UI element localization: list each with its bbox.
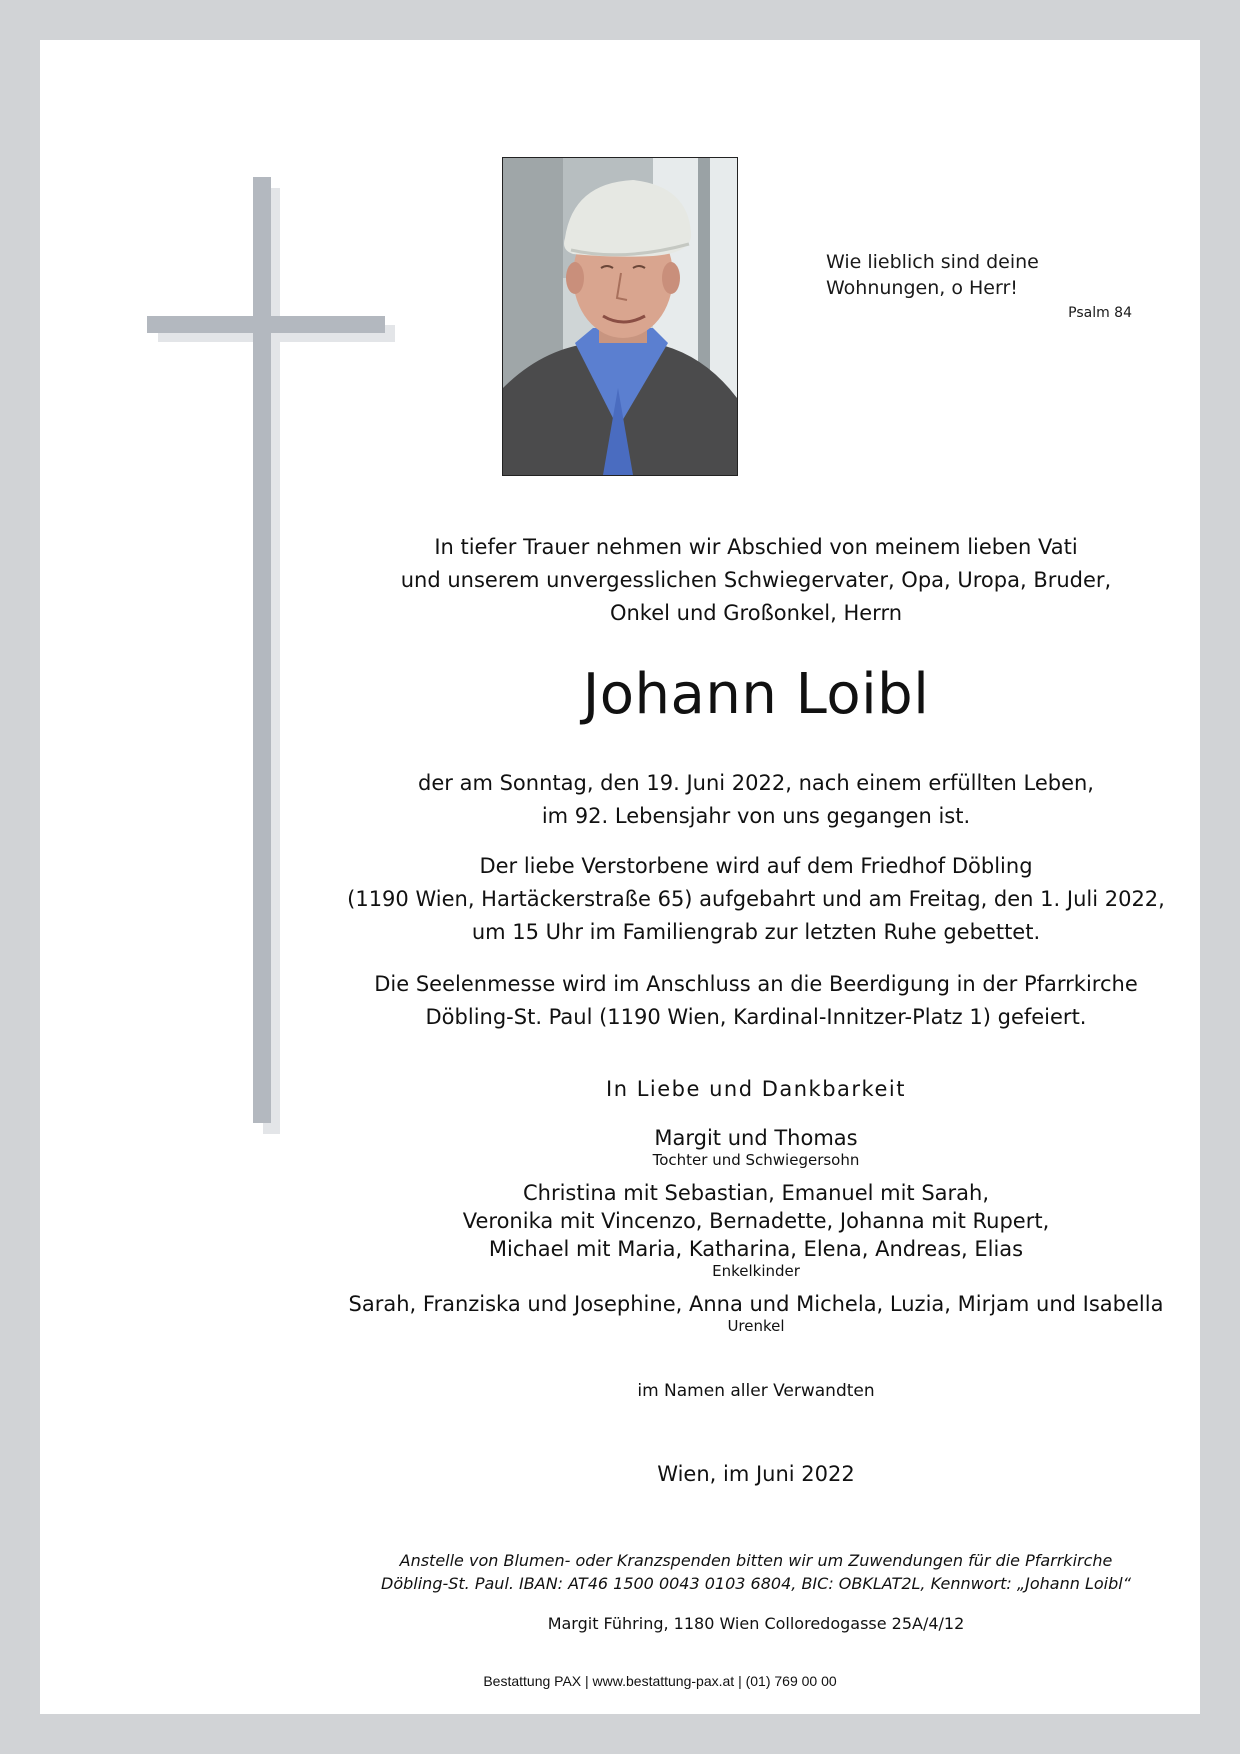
intro-text [340, 531, 1172, 630]
family-names: Margit und Thomas [654, 1126, 858, 1150]
family-names: Michael mit Maria, Katharina, Elena, Andreas, Elias [488, 1237, 1024, 1261]
family-names: Sarah, Franziska und Josephine, Anna und Michela, Luzia, Mirjam und Isabella [348, 1292, 1164, 1316]
contact-address: Margit Führing, 1180 Wien Colloredogasse 25A/4/12 [547, 1614, 965, 1633]
relatives-note: im Namen aller Verwandten [637, 1381, 875, 1401]
funeral-info-line: um 15 Uhr im Familiengrab zur letzten Ruhe gebettet. [471, 920, 1041, 944]
intro-line: In tiefer Trauer nehmen wir Abschied von meinem lieben Vati [434, 535, 1078, 559]
thanks-heading: In Liebe und Dankbarkeit [606, 1077, 906, 1101]
family-names: Christina mit Sebastian, Emanuel mit Sarah, [522, 1181, 990, 1205]
family-relation: Enkelkinder [712, 1262, 800, 1280]
psalm-reference: Psalm 84 [1068, 305, 1132, 321]
death-notice [340, 767, 1172, 833]
funeral-home-footer: Bestattung PAX | www.bestattung-pax.at | (01) 769 00 00 [483, 1673, 837, 1689]
intro-line: Onkel und Großonkel, Herrn [609, 601, 903, 625]
dateline: Wien, im Juni 2022 [657, 1462, 855, 1486]
psalm-quote [826, 249, 1132, 321]
intro-line: und unserem unvergesslichen Schwiegervater, Opa, Uropa, Bruder, [400, 568, 1112, 592]
funeral-info-line: (1190 Wien, Hartäckerstraße 65) aufgebahrt und am Freitag, den 1. Juli 2022, [347, 887, 1165, 911]
mass-info-line: Döbling-St. Paul (1190 Wien, Kardinal-Innitzer-Platz 1) gefeiert. [425, 1005, 1087, 1029]
psalm-text: Wie lieblich sind deine Wohnungen, o Herr! [826, 251, 1039, 299]
mass-info-line: Die Seelenmesse wird im Anschluss an die Beerdigung in der Pfarrkirche [374, 972, 1138, 996]
donation-line: Döbling-St. Paul. IBAN: AT46 1500 0043 0103 6804, BIC: OBKLAT2L, Kennwort: „Johann Loibl“ [381, 1574, 1131, 1593]
family-relation: Tochter und Schwiegersohn [652, 1151, 860, 1169]
family-list [340, 1124, 1172, 1345]
deceased-name: Johann Loibl [582, 662, 930, 727]
family-group-children [340, 1124, 1172, 1169]
funeral-info [340, 850, 1172, 949]
cross-icon-horizontal-bar [147, 316, 385, 333]
family-group-grandchildren [340, 1179, 1172, 1280]
family-names: Veronika mit Vincenzo, Bernadette, Johanna mit Rupert, [462, 1209, 1050, 1233]
portrait-photo [502, 157, 738, 476]
family-relation: Urenkel [727, 1317, 785, 1335]
obituary-page [40, 40, 1200, 1714]
mass-info [340, 968, 1172, 1034]
death-notice-line: der am Sonntag, den 19. Juni 2022, nach einem erfüllten Leben, [418, 771, 1094, 795]
family-group-great-grandchildren [340, 1290, 1172, 1335]
donation-line: Anstelle von Blumen- oder Kranzspenden bitten wir um Zuwendungen für die Pfarrkirche [399, 1551, 1113, 1570]
death-notice-line: im 92. Lebensjahr von uns gegangen ist. [541, 804, 971, 828]
funeral-info-line: Der liebe Verstorbene wird auf dem Friedhof Döbling [479, 854, 1033, 878]
donation-note [340, 1549, 1172, 1595]
